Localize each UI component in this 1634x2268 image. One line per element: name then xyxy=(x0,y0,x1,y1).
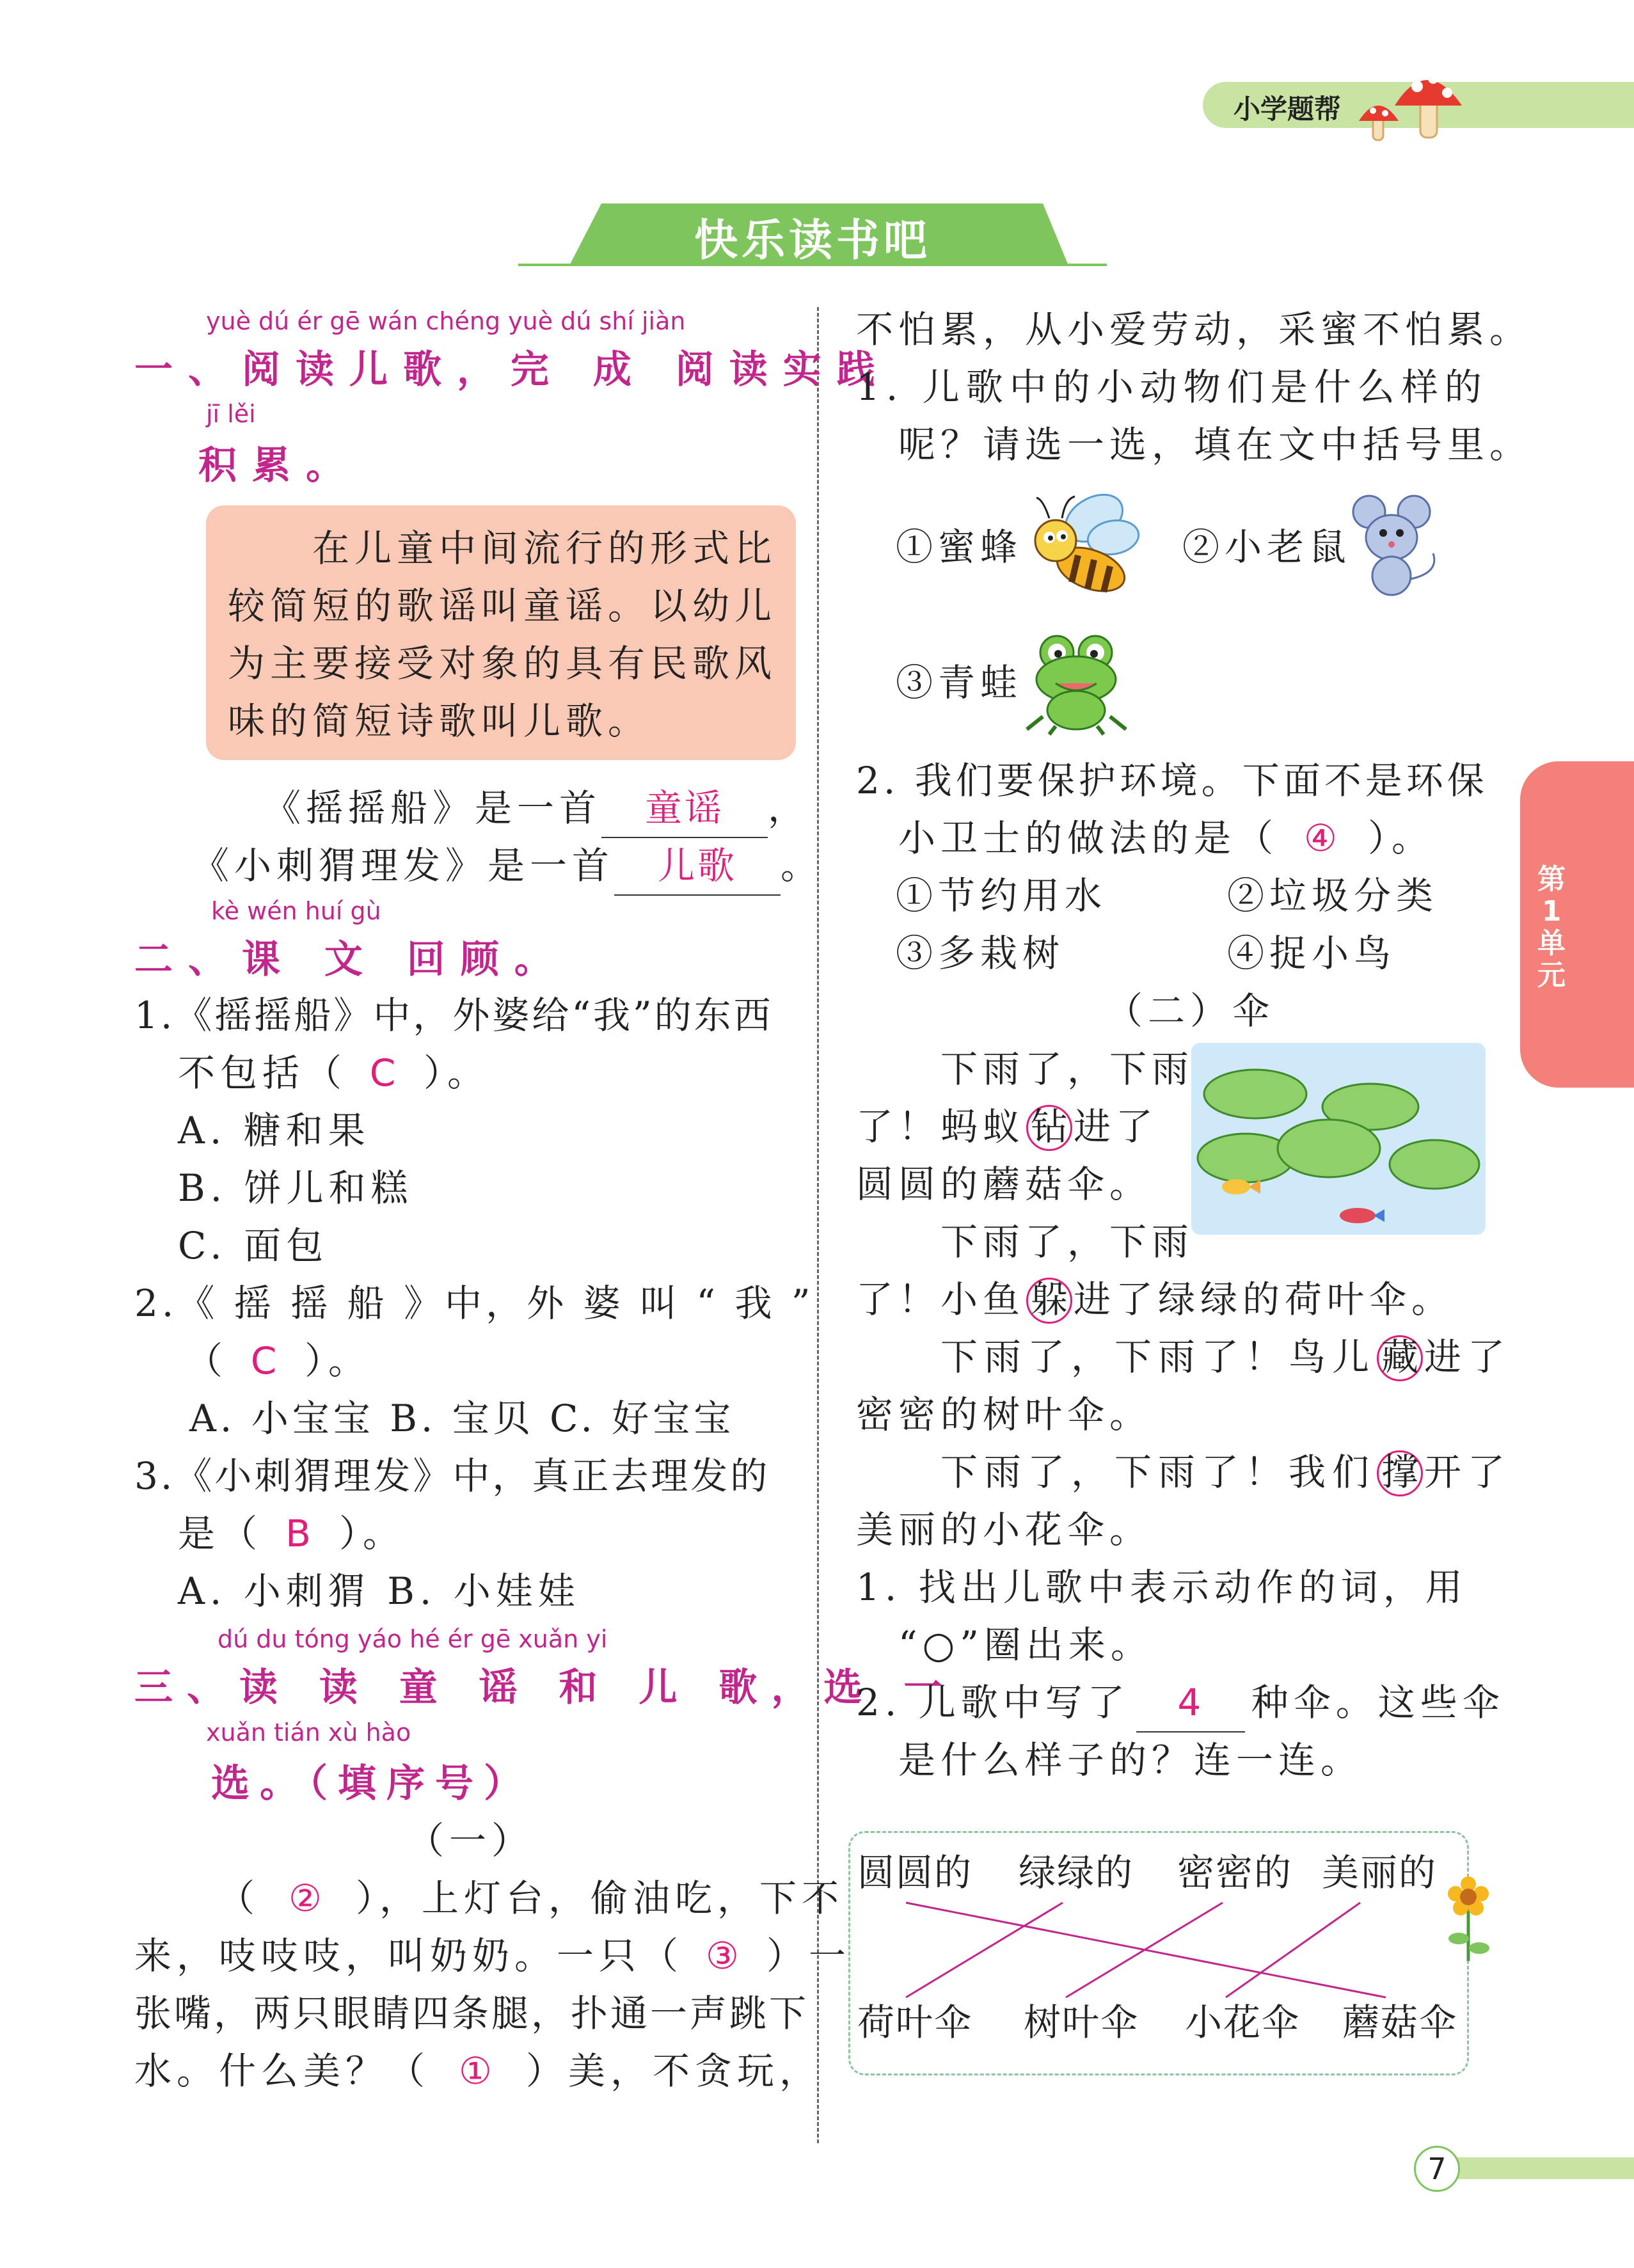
bottom-word-3: 小花伞 xyxy=(1185,2001,1301,2044)
poem-line-5: 了！小鱼 躲 进了绿绿的荷叶伞。 xyxy=(856,1271,1454,1328)
bottom-word-4: 蘑菇伞 xyxy=(1342,2001,1458,2044)
s3-subtitle: （一） xyxy=(407,1819,534,1862)
r-q2-line1: 2. 我们要保护环境。下面不是环保 xyxy=(856,759,1488,802)
top-word-1: 圆圆的 xyxy=(857,1851,973,1894)
riddle-line-4: 水。什么美？（ ① ）美，不贪玩， xyxy=(134,2042,821,2100)
bee-icon xyxy=(1017,480,1145,608)
poem-line-2: 了！蚂蚁 钻 进了 xyxy=(856,1098,1158,1155)
match-line-2 xyxy=(906,1903,1063,1997)
r-q1-line2: 呢？请选一选，填在文中括号里。 xyxy=(898,423,1532,466)
r-q3-line2: “○”圈出来。 xyxy=(898,1623,1153,1667)
s2-q1-line1: 1.《摇摇船》中，外婆给“我”的东西 xyxy=(134,994,773,1037)
riddle-line-2: 来，吱吱吱，叫奶奶。一只（ ③ ）一 xyxy=(134,1927,851,1985)
s3-title: 三、读 读 童 谣 和 儿 歌，选 一 xyxy=(134,1665,956,1710)
column-divider xyxy=(817,307,819,2143)
poem-line-4: 下雨了，下雨 xyxy=(940,1220,1194,1264)
footer-bar xyxy=(1452,2157,1634,2179)
q3-answer: B xyxy=(285,1512,316,1555)
r-q2-answer: ④ xyxy=(1304,816,1343,860)
s1-title2: 积累。 xyxy=(198,443,360,488)
poem-line-7: 密密的树叶伞。 xyxy=(856,1393,1152,1436)
r-q2-option-2: ②垃圾分类 xyxy=(1227,874,1439,917)
mushroom-icon xyxy=(1350,54,1465,144)
s2-pinyin: kè wén huí gù xyxy=(211,897,381,925)
r-q2-line2: 小卫士的做法的是（ ④ ）。 xyxy=(898,809,1434,867)
bottom-word-1: 荷叶伞 xyxy=(857,2001,973,2044)
box-line-4: 味的简短诗歌叫儿歌。 xyxy=(228,699,651,743)
r-q4-answer: 4 xyxy=(1136,1674,1245,1733)
s2-q2-line2: （ C ）。 xyxy=(186,1332,370,1390)
riddle-line-1: （ ② ），上灯台，偷油吃，下不 xyxy=(218,1869,844,1927)
s1-pinyin2: jī lěi xyxy=(206,400,256,428)
r-q2-option-1: ①节约用水 xyxy=(896,874,1107,917)
box-line-3: 为主要接受对象的具有民歌风 xyxy=(228,642,777,685)
action-word-circle: 钻 xyxy=(1026,1105,1072,1151)
box-line-1: 在儿童中间流行的形式比 xyxy=(312,527,777,570)
match-line-3 xyxy=(1066,1903,1223,1997)
bottom-word-2: 树叶伞 xyxy=(1024,2001,1139,2044)
q1-option-b: B. 饼儿和糕 xyxy=(178,1166,413,1210)
s2-q2-line1: 2.《 摇 摇 船 》中，外 婆 叫 “ 我 ” xyxy=(134,1281,814,1325)
s3-pinyin2: xuǎn tián xù hào xyxy=(206,1718,411,1747)
page-title: 快乐读书吧 xyxy=(694,216,931,266)
frog-icon xyxy=(1017,627,1139,736)
action-word-circle: 撑 xyxy=(1377,1450,1423,1496)
animal-mouse-label: ②小老鼠 xyxy=(1182,525,1352,569)
fill-line-2: 《小刺猬理发》是一首 儿歌 。 xyxy=(192,837,823,896)
action-word-circle: 躲 xyxy=(1026,1278,1072,1324)
top-word-2: 绿绿的 xyxy=(1019,1851,1134,1894)
animal-bee-label: ①蜜蜂 xyxy=(896,525,1023,569)
page-number: 7 xyxy=(1414,2146,1460,2192)
q1-option-a: A. 糖和果 xyxy=(178,1109,370,1152)
match-line-4 xyxy=(1226,1903,1360,1997)
q2-answer: C xyxy=(250,1339,282,1383)
s2-q3-line1: 3.《小刺猬理发》中，真正去理发的 xyxy=(134,1454,770,1498)
r-q2-option-4: ④捉小鸟 xyxy=(1227,932,1397,975)
unit-tab-label: 第1单元 xyxy=(1537,863,1566,992)
brand-label: 小学题帮 xyxy=(1233,93,1342,125)
s1-pinyin: yuè dú ér gē wán chéng yuè dú shí jiàn xyxy=(206,307,686,335)
r-q2-option-3: ③多栽树 xyxy=(896,932,1065,975)
poem-line-9: 美丽的小花伞。 xyxy=(856,1508,1152,1551)
r-q1-line1: 1. 儿歌中的小动物们是什么样的 xyxy=(856,365,1488,409)
r-q4-line2: 是什么样子的？连一连。 xyxy=(898,1738,1363,1782)
r-q3-line1: 1. 找出儿歌中表示动作的词，用 xyxy=(856,1566,1468,1609)
riddle-answer-1: ② xyxy=(289,1876,328,1920)
poem-line-6: 下雨了，下雨了！鸟儿 藏 进了 xyxy=(940,1328,1511,1386)
flower-icon xyxy=(1440,1868,1497,1964)
s3-pinyin: dú du tóng yáo hé ér gē xuǎn yi xyxy=(218,1625,608,1653)
poem-line-1: 下雨了，下雨 xyxy=(940,1047,1194,1091)
q1-option-c: C. 面包 xyxy=(178,1224,329,1267)
fill-line-1: 《摇摇船》是一首 童谣 ， xyxy=(264,779,810,838)
s3-title2: 选。（填序号） xyxy=(211,1761,532,1806)
q2-options: A. 小宝宝 B. 宝贝 C. 好宝宝 xyxy=(189,1397,735,1440)
q1-answer: C xyxy=(369,1051,401,1095)
top-word-4: 美丽的 xyxy=(1322,1851,1438,1894)
fill-answer-1: 童谣 xyxy=(601,779,768,838)
animal-frog-label: ③青蛙 xyxy=(896,661,1023,704)
s2-q3-line2: 是（ B ）。 xyxy=(178,1505,405,1562)
mouse-icon xyxy=(1344,489,1446,598)
s2-q1-line2: 不包括（ C ）。 xyxy=(178,1044,489,1102)
right-line-0: 不怕累，从小爱劳动，采蜜不怕累。 xyxy=(856,308,1532,351)
s2-title: 二、课 文 回顾。 xyxy=(134,937,568,982)
s1-title: 一、阅读儿歌，完 成 阅读实践 xyxy=(134,347,891,392)
q3-options: A. 小刺猬 B. 小娃娃 xyxy=(178,1569,580,1613)
riddle-line-3: 张嘴，两只眼睛四条腿，扑通一声跳下 xyxy=(134,1992,809,2035)
poem-title: （二）伞 xyxy=(1106,989,1275,1033)
top-word-3: 密密的 xyxy=(1177,1851,1293,1894)
riddle-answer-3: ① xyxy=(459,2049,498,2093)
r-q4-line1: 2. 儿歌中写了 4 种伞。这些伞 xyxy=(856,1674,1505,1733)
action-word-circle: 藏 xyxy=(1377,1335,1423,1381)
riddle-answer-2: ③ xyxy=(706,1934,745,1978)
poem-line-8: 下雨了，下雨了！我们 撑 开了 xyxy=(940,1443,1511,1501)
lotus-pond-illustration xyxy=(1191,1043,1486,1235)
box-line-2: 较简短的歌谣叫童谣。以幼儿 xyxy=(228,584,777,628)
poem-line-3: 圆圆的蘑菇伞。 xyxy=(856,1162,1152,1206)
fill-answer-2: 儿歌 xyxy=(614,837,781,896)
